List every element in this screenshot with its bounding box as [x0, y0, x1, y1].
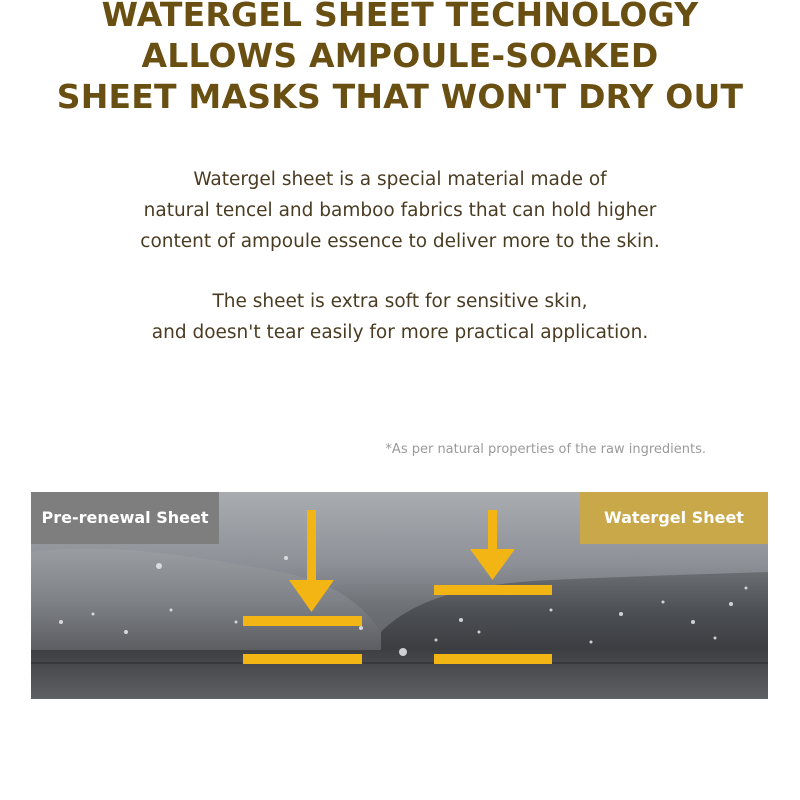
- watergel-sheet-label: Watergel Sheet: [580, 492, 768, 544]
- description-line: Watergel sheet is a special material made of: [193, 169, 607, 190]
- description-line: natural tencel and bamboo fabrics that can hold higher: [143, 200, 657, 221]
- sheet-comparison-image: [31, 492, 768, 699]
- description-paragraph-2: [0, 286, 800, 348]
- headline-line-1: WATERGEL SHEET TECHNOLOGY: [101, 0, 699, 34]
- description-paragraph-1: [0, 164, 800, 257]
- description-line: and doesn't tear easily for more practical application.: [151, 322, 649, 343]
- pre-renewal-thickness-marker: [243, 510, 362, 664]
- pre-renewal-sheet-label: Pre-renewal Sheet: [31, 492, 219, 544]
- description-line: The sheet is extra soft for sensitive skin,: [212, 291, 588, 312]
- page-headline: [0, 0, 800, 117]
- ingredients-footnote: *As per natural properties of the raw ingredients.: [385, 442, 706, 457]
- watergel-thickness-marker: [434, 510, 552, 664]
- headline-line-3: SHEET MASKS THAT WON'T DRY OUT: [56, 77, 744, 116]
- headline-line-2: ALLOWS AMPOULE-SOAKED: [141, 36, 659, 75]
- description-line: content of ampoule essence to deliver more to the skin.: [140, 231, 660, 252]
